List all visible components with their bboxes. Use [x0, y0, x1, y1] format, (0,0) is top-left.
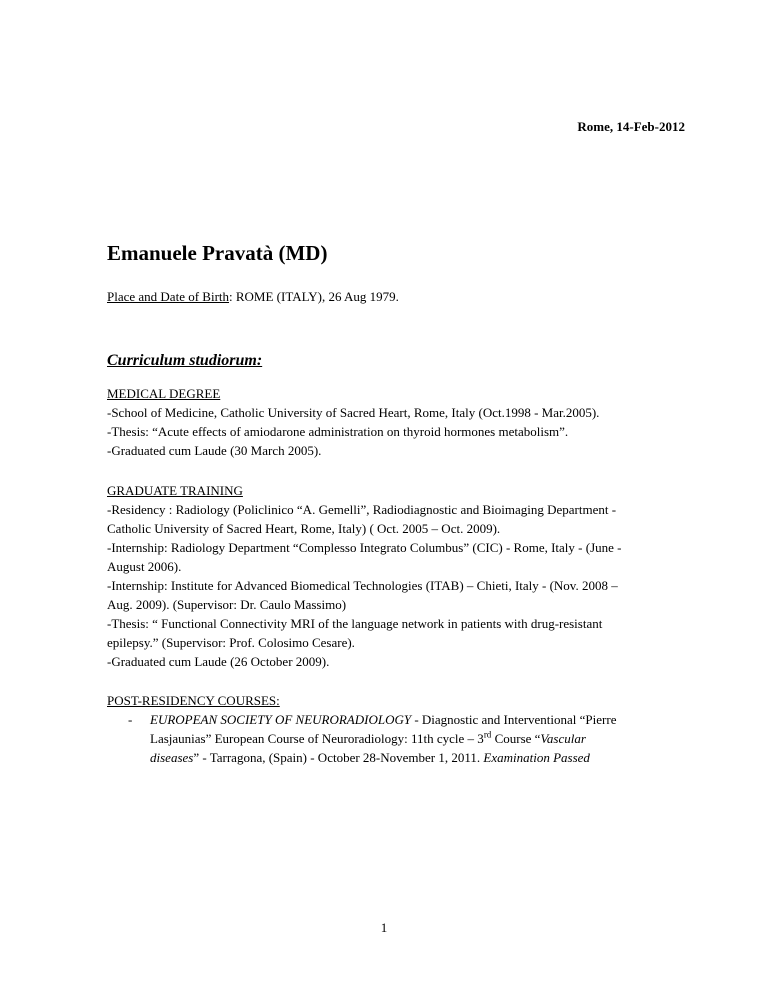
graduate-training-line: August 2006). [107, 559, 182, 574]
course-line-2 [150, 729, 687, 748]
medical-degree-heading: MEDICAL DEGREE [107, 386, 221, 401]
medical-degree-line: -Thesis: “Acute effects of amiodarone administration on thyroid hormones metabolism”. [107, 424, 569, 439]
medical-degree-line: -School of Medicine, Catholic University of Sacred Heart, Rome, Italy (Oct.1998 - Mar.2005). [107, 405, 600, 420]
list-dash: - [128, 712, 133, 727]
graduate-training-heading: GRADUATE TRAINING [107, 483, 243, 498]
page-number: 1 [380, 920, 388, 935]
graduate-training-line: Catholic University of Sacred Heart, Rome, Italy) ( Oct. 2005 – Oct. 2009). [107, 521, 501, 536]
course-organization: EUROPEAN SOCIETY OF NEURORADIOLOGY [150, 712, 412, 727]
graduate-training-line: epilepsy.” (Supervisor: Prof. Colosimo Cesare). [107, 635, 355, 650]
medical-degree-section [107, 384, 687, 460]
graduate-training-section [107, 481, 687, 671]
course-text: ” - Tarragona, (Spain) - October 28-November 1, 2011. [193, 750, 484, 765]
graduate-training-line: -Thesis: “ Functional Connectivity MRI of the language network in patients with drug-resistant [107, 616, 603, 631]
course-topic: diseases [150, 750, 194, 765]
course-text: Course “ [491, 731, 541, 746]
graduate-training-line: -Internship: Institute for Advanced Biomedical Technologies (ITAB) – Chieti, Italy - (Nov. 2008 – [107, 578, 618, 593]
graduate-training-line: -Residency : Radiology (Policlinico “A. Gemelli”, Radiodiagnostic and Bioimaging Department - [107, 502, 617, 517]
post-residency-heading: POST-RESIDENCY COURSES: [107, 693, 280, 708]
course-line-3 [150, 748, 687, 767]
course-result: Examination Passed [483, 750, 590, 765]
graduate-training-line: Aug. 2009). (Supervisor: Dr. Caulo Massimo) [107, 597, 347, 612]
person-name-title: Emanuele Pravatà (MD) [107, 241, 328, 265]
ordinal-suffix: rd [483, 729, 492, 740]
birth-value: : ROME (ITALY), 26 Aug 1979. [229, 289, 399, 304]
course-text: - Diagnostic and Interventional “Pierre [411, 712, 617, 727]
course-text: Lasjaunias” European Course of Neuroradiology: 11th cycle – 3 [150, 731, 484, 746]
post-residency-section [107, 691, 687, 767]
birth-info [107, 289, 399, 305]
section-curriculum-heading: Curriculum studiorum: [107, 352, 263, 369]
course-topic: Vascular [540, 731, 586, 746]
birth-label: Place and Date of Birth [107, 289, 230, 304]
medical-degree-line: -Graduated cum Laude (30 March 2005). [107, 443, 322, 458]
document-date: Rome, 14-Feb-2012 [577, 119, 685, 134]
graduate-training-line: -Internship: Radiology Department “Complesso Integrato Columbus” (CIC) - Rome, Italy - (June - [107, 540, 622, 555]
graduate-training-line: -Graduated cum Laude (26 October 2009). [107, 654, 330, 669]
course-line-1 [150, 710, 687, 729]
course-item [107, 710, 687, 767]
